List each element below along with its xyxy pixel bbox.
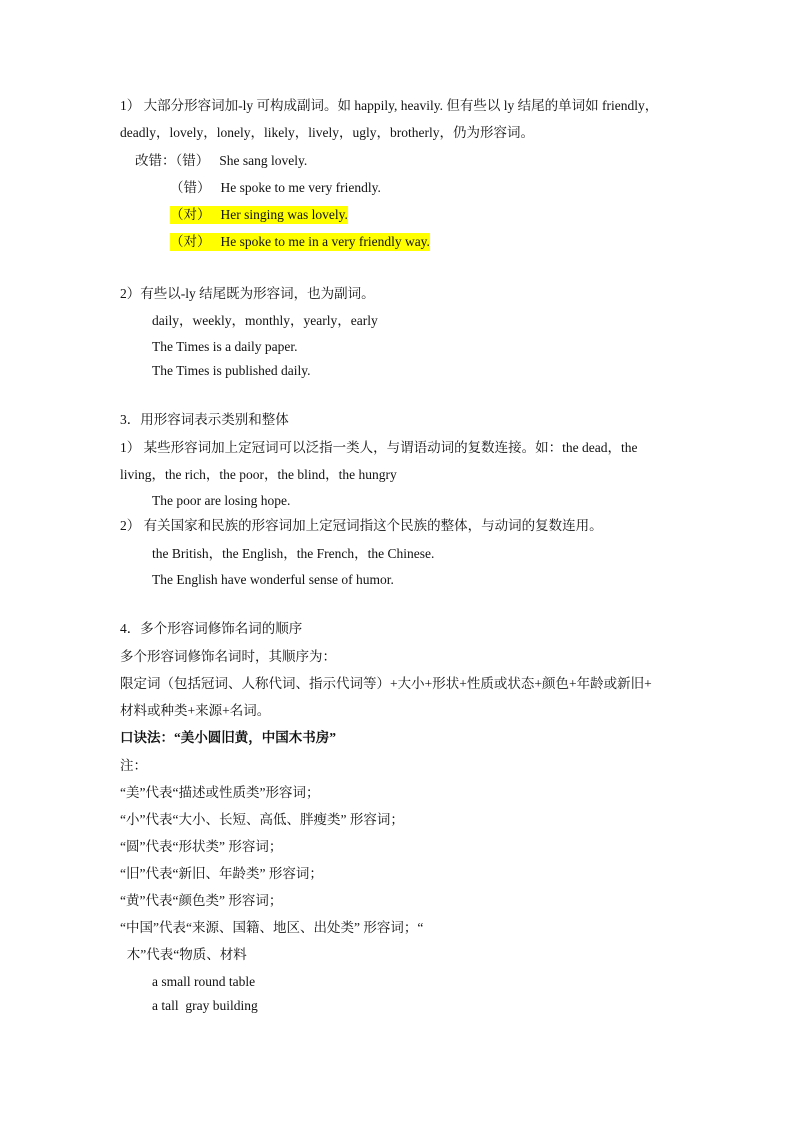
paragraph-ly-adjectives-line2: deadly，lovely，lonely，likely，lively，ugly，brotherly，仍为形容词。 xyxy=(120,125,534,140)
example-word-list: the British，the English，the French，the Chinese. xyxy=(152,546,435,561)
correction-sentence: She sang lovely. xyxy=(219,153,308,168)
note-label: 注： xyxy=(120,758,147,773)
correction-sentence: He spoke to me very friendly. xyxy=(220,180,381,195)
example-phrase: a tall gray building xyxy=(152,998,258,1013)
example-sentence: The Times is a daily paper. xyxy=(152,339,298,354)
paragraph-ly-adjectives-line1: 1） 大部分形容词加-ly 可构成副词。如 happily, heavily. 但有些以 ly 结尾的单词如 friendly， xyxy=(120,98,659,113)
paragraph-ly-both-title: 2）有些以-ly 结尾既为形容词，也为副词。 xyxy=(120,286,375,301)
note-item: “黄”代表“颜色类” 形容词； xyxy=(120,893,283,908)
paragraph-order-line2: 材料或种类+来源+名词。 xyxy=(120,703,271,718)
correction-sentence: He spoke to me in a very friendly way. xyxy=(220,234,430,249)
correction-mark: （对） xyxy=(170,207,211,222)
note-item: “小”代表“大小、长短、高低、胖瘦类” 形容词； xyxy=(120,812,404,827)
note-item: “中国”代表“来源、国籍、地区、出处类” 形容词；“ xyxy=(120,920,424,935)
note-item: 木”代表“物质、材料 xyxy=(120,947,247,962)
note-item: “圆”代表“形状类” 形容词； xyxy=(120,839,283,854)
note-item: “美”代表“描述或性质类”形容词； xyxy=(120,785,320,800)
paragraph-class-line1: 1） 某些形容词加上定冠词可以泛指一类人，与谓语动词的复数连接。如：the dead，the xyxy=(120,440,638,455)
example-phrase: a small round table xyxy=(152,974,256,989)
correction-row-1 xyxy=(135,152,307,170)
correction-sentence: Her singing was lovely. xyxy=(220,207,348,222)
paragraph-order-line1: 限定词（包括冠词、人称代词、指示代词等）+大小+形状+性质或状态+颜色+年龄或新旧+ xyxy=(120,676,652,691)
correction-label: 改错： xyxy=(135,153,176,168)
correction-mark: （对） xyxy=(170,234,211,249)
correction-row-4-highlighted xyxy=(170,233,430,251)
example-sentence: The English have wonderful sense of humor. xyxy=(152,572,394,587)
correction-mark: （错） xyxy=(170,180,211,195)
paragraph-class-line2: living，the rich，the poor，the blind，the hungry xyxy=(120,467,397,482)
example-sentence: The Times is published daily. xyxy=(152,363,311,378)
correction-row-3-highlighted xyxy=(170,206,348,224)
note-item: “旧”代表“新旧、年龄类” 形容词； xyxy=(120,866,323,881)
section-heading: 3．用形容词表示类别和整体 xyxy=(120,412,289,427)
mnemonic-line: 口诀法：“美小圆旧黄，中国木书房” xyxy=(120,730,336,745)
example-sentence: The poor are losing hope. xyxy=(152,493,291,508)
paragraph-nation-line1: 2） 有关国家和民族的形容词加上定冠词指这个民族的整体，与动词的复数连用。 xyxy=(120,518,603,533)
correction-row-2 xyxy=(170,179,381,197)
paragraph-order-intro: 多个形容词修饰名词时，其顺序为： xyxy=(120,649,336,664)
correction-mark: （错） xyxy=(175,153,210,168)
example-word-list: daily，weekly，monthly，yearly，early xyxy=(152,313,378,328)
section-heading: 4．多个形容词修饰名词的顺序 xyxy=(120,621,303,636)
